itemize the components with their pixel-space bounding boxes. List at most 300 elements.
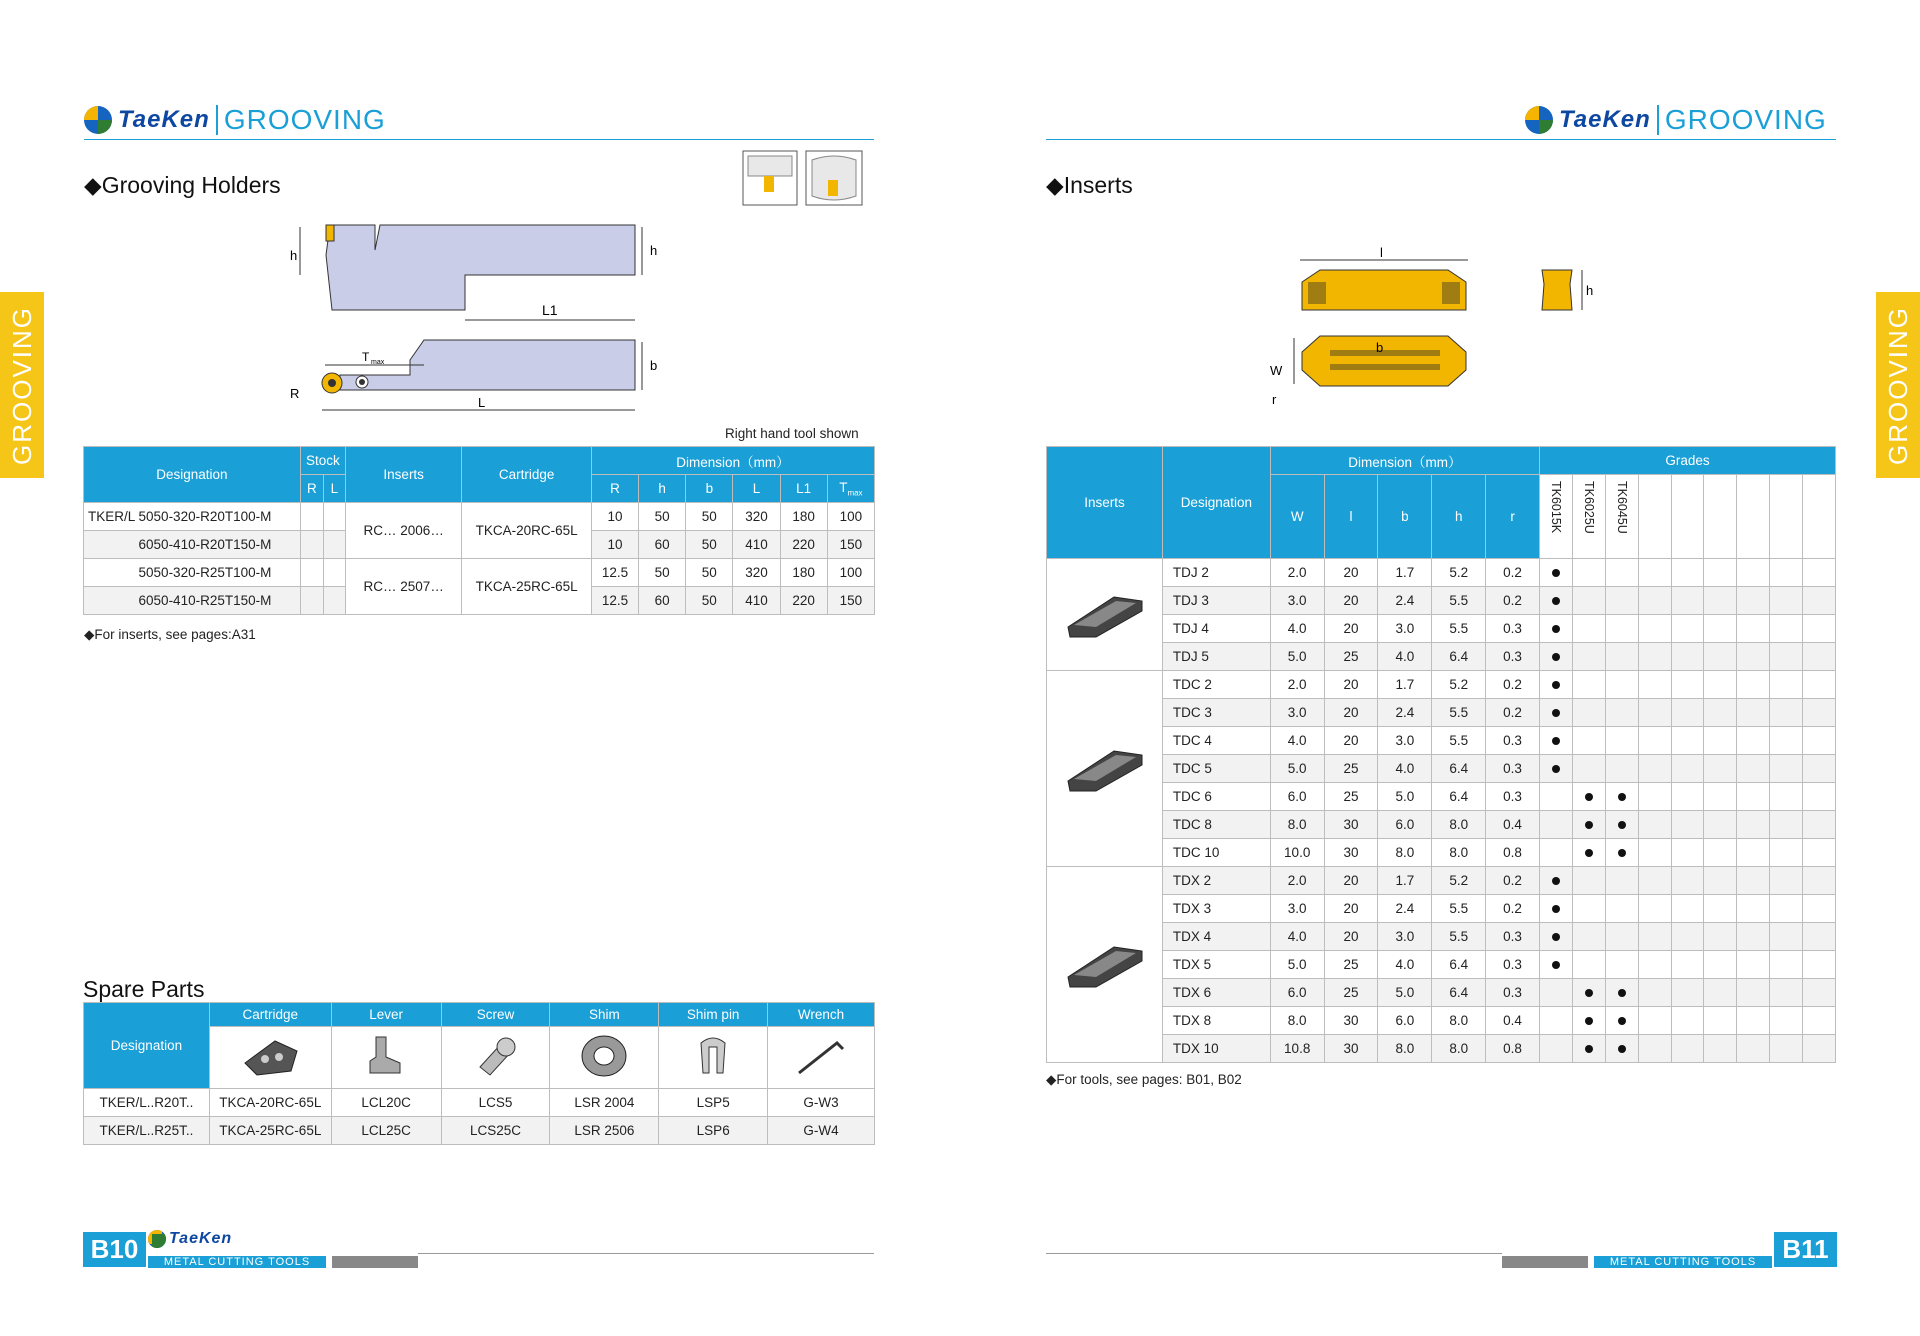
table-row — [1047, 867, 1836, 895]
dim-label-tmax: T — [362, 350, 370, 364]
grade-cell — [1605, 643, 1638, 671]
tools-note: ◆For tools, see pages: B01, B02 — [1046, 1072, 1242, 1087]
table-row — [1047, 615, 1836, 643]
dim-cell: 50 — [686, 503, 733, 531]
col-dim-L1: L1 — [780, 475, 827, 503]
insert-dim-cell: 3.0 — [1270, 587, 1324, 615]
insert-dim-cell: 0.3 — [1486, 615, 1540, 643]
insert-dim-cell: 4.0 — [1270, 615, 1324, 643]
grade-cell — [1803, 979, 1836, 1007]
grade-cell — [1671, 895, 1704, 923]
grade-cell — [1572, 727, 1605, 755]
ins-col-b: b — [1378, 475, 1432, 559]
grade-cell — [1737, 811, 1770, 839]
grade-cell — [1803, 587, 1836, 615]
shim-image — [550, 1027, 659, 1089]
availability-dot-icon — [1618, 1045, 1626, 1053]
grade-cell — [1770, 923, 1803, 951]
grade-cell — [1704, 615, 1737, 643]
grade-cell — [1605, 867, 1638, 895]
designation-code: 6050-410-R20T150-M — [138, 537, 272, 552]
insert-dim-cell: 0.3 — [1486, 783, 1540, 811]
insert-designation: TDX 8 — [1162, 1007, 1270, 1035]
grade-cell — [1572, 867, 1605, 895]
insert-dim-cell: 5.5 — [1432, 727, 1486, 755]
grade-cell — [1638, 755, 1671, 783]
col-stock-l: L — [323, 475, 345, 503]
insert-dim-cell: 20 — [1324, 587, 1378, 615]
insert-photo-tdx — [1056, 933, 1152, 993]
grade-cell — [1605, 699, 1638, 727]
grade-cell — [1572, 671, 1605, 699]
dim-cell: 180 — [780, 503, 827, 531]
grade-cell — [1803, 1035, 1836, 1063]
grade-cell — [1605, 1007, 1638, 1035]
holders-table — [83, 446, 875, 615]
insert-dim-cell: 1.7 — [1378, 559, 1432, 587]
grade-cell — [1572, 1007, 1605, 1035]
dim-label-h2: h — [650, 243, 658, 258]
grade-cell — [1671, 671, 1704, 699]
grade-cell — [1803, 923, 1836, 951]
grade-cell — [1671, 727, 1704, 755]
grade-name-2: TK6025U — [1581, 481, 1596, 534]
grade-cell — [1671, 783, 1704, 811]
col-dim-tmax-sub: max — [847, 488, 863, 498]
grade-cell — [1803, 1007, 1836, 1035]
col-dim-tmax-label: T — [839, 479, 848, 495]
availability-dot-icon — [1552, 597, 1560, 605]
brand-mark-icon — [84, 106, 112, 134]
table-row — [1047, 839, 1836, 867]
grade-cell — [1605, 587, 1638, 615]
insert-designation: TDJ 4 — [1162, 615, 1270, 643]
table-row — [84, 503, 875, 531]
grade-cell — [1770, 643, 1803, 671]
grade-cell — [1539, 867, 1572, 895]
dim-cell: 220 — [780, 531, 827, 559]
brand-logo-left — [84, 104, 386, 136]
grade-cell — [1704, 783, 1737, 811]
spare-col-lever: Lever — [331, 1003, 441, 1027]
footer-logo-left — [148, 1230, 232, 1248]
grade-cell — [1770, 783, 1803, 811]
inserts-note: ◆For inserts, see pages:A31 — [84, 627, 256, 642]
insert-designation: TDC 6 — [1162, 783, 1270, 811]
insert-dim-cell: 30 — [1324, 1007, 1378, 1035]
grade-col-empty — [1671, 475, 1704, 559]
grade-cell — [1770, 755, 1803, 783]
grade-cell — [1671, 559, 1704, 587]
grade-cell — [1572, 755, 1605, 783]
availability-dot-icon — [1552, 933, 1560, 941]
insert-dim-cell: 5.0 — [1378, 783, 1432, 811]
grade-cell — [1638, 895, 1671, 923]
grade-cell — [1572, 923, 1605, 951]
insert-dim-cell: 25 — [1324, 951, 1378, 979]
grade-cell — [1803, 643, 1836, 671]
dim-label-r: r — [1272, 392, 1277, 407]
page-number-right: B11 — [1774, 1232, 1837, 1267]
availability-dot-icon — [1552, 653, 1560, 661]
dim-cell: 50 — [686, 559, 733, 587]
grade-cell — [1539, 923, 1572, 951]
grade-cell — [1638, 923, 1671, 951]
dim-cell: 100 — [827, 559, 874, 587]
insert-dim-cell: 0.2 — [1486, 559, 1540, 587]
col-dim-h: h — [639, 475, 686, 503]
grade-cell — [1638, 867, 1671, 895]
cartridge-cell: TKCA-25RC-65L — [462, 559, 591, 615]
designation-cell — [84, 503, 301, 531]
grade-cell — [1539, 839, 1572, 867]
table-row — [1047, 811, 1836, 839]
spare-cell: LSR 2506 — [550, 1117, 659, 1145]
col-inserts: Inserts — [345, 447, 461, 503]
spare-cell: TKER/L..R25T.. — [84, 1117, 210, 1145]
grade-cell — [1539, 587, 1572, 615]
insert-dim-cell: 5.2 — [1432, 671, 1486, 699]
insert-dim-cell: 5.5 — [1432, 895, 1486, 923]
footer-rule-right — [1046, 1253, 1502, 1254]
ins-col-h: h — [1432, 475, 1486, 559]
dim-cell: 410 — [733, 531, 780, 559]
stock-r-cell — [300, 531, 323, 559]
grade-col-empty — [1638, 475, 1671, 559]
ins-col-W: W — [1270, 475, 1324, 559]
lever-image — [331, 1027, 441, 1089]
insert-designation: TDJ 5 — [1162, 643, 1270, 671]
insert-dim-cell: 5.2 — [1432, 867, 1486, 895]
availability-dot-icon — [1585, 849, 1593, 857]
insert-dim-cell: 4.0 — [1378, 643, 1432, 671]
insert-dim-cell: 10.0 — [1270, 839, 1324, 867]
side-tab-left — [0, 292, 44, 478]
insert-dim-cell: 0.3 — [1486, 755, 1540, 783]
dim-cell: 10 — [591, 503, 638, 531]
cartridge-image — [209, 1027, 331, 1089]
grade-cell — [1737, 587, 1770, 615]
header-rule-right — [1046, 139, 1836, 140]
availability-dot-icon — [1552, 877, 1560, 885]
grade-cell — [1572, 783, 1605, 811]
grade-cell — [1638, 559, 1671, 587]
dim-cell: 50 — [686, 587, 733, 615]
availability-dot-icon — [1618, 989, 1626, 997]
insert-designation: TDC 8 — [1162, 811, 1270, 839]
availability-dot-icon — [1618, 821, 1626, 829]
section-title-text: Grooving Holders — [101, 172, 281, 198]
grade-cell — [1704, 1035, 1737, 1063]
brand-mark-icon — [148, 1230, 166, 1248]
grade-cell — [1671, 979, 1704, 1007]
spare-cell: LSP5 — [659, 1089, 768, 1117]
insert-dim-cell: 0.8 — [1486, 839, 1540, 867]
grade-cell — [1704, 755, 1737, 783]
grade-cell — [1638, 643, 1671, 671]
grade-cell — [1539, 615, 1572, 643]
availability-dot-icon — [1618, 1017, 1626, 1025]
availability-dot-icon — [1618, 793, 1626, 801]
insert-designation: TDX 10 — [1162, 1035, 1270, 1063]
grade-cell — [1737, 839, 1770, 867]
spare-col-screw: Screw — [441, 1003, 550, 1027]
grade-cell — [1770, 699, 1803, 727]
insert-dim-cell: 2.0 — [1270, 559, 1324, 587]
table-row — [1047, 783, 1836, 811]
table-row — [1047, 979, 1836, 1007]
insert-dim-cell: 6.0 — [1378, 811, 1432, 839]
table-row — [1047, 727, 1836, 755]
designation-prefix: TKER/L — [88, 509, 135, 524]
dim-label-L: L — [478, 395, 486, 410]
grade-name-1: TK6015K — [1548, 481, 1563, 534]
dim-label-R: R — [290, 386, 300, 401]
insert-dim-cell: 6.4 — [1432, 979, 1486, 1007]
dim-cell: 12.5 — [591, 559, 638, 587]
brand-name-right: TaeKen — [1559, 106, 1651, 133]
designation-cell — [84, 531, 301, 559]
grade-cell — [1539, 1035, 1572, 1063]
grade-cell — [1638, 839, 1671, 867]
spare-col-shim: Shim — [550, 1003, 659, 1027]
insert-dim-cell: 0.2 — [1486, 587, 1540, 615]
grade-cell — [1572, 643, 1605, 671]
grade-cell — [1737, 923, 1770, 951]
side-tab-right — [1876, 292, 1920, 478]
stock-l-cell — [323, 559, 345, 587]
grade-cell — [1671, 1007, 1704, 1035]
grade-cell — [1605, 671, 1638, 699]
insert-dim-cell: 5.5 — [1432, 923, 1486, 951]
spare-cell: TKCA-20RC-65L — [209, 1089, 331, 1117]
category-title: GROOVING — [223, 104, 386, 135]
designation-cell — [84, 559, 301, 587]
table-row — [84, 559, 875, 587]
table-row — [1047, 923, 1836, 951]
insert-designation: TDJ 2 — [1162, 559, 1270, 587]
grade-cell — [1572, 811, 1605, 839]
inserts-table — [1046, 446, 1836, 1063]
grade-cell — [1803, 671, 1836, 699]
brand-name: TaeKen — [118, 106, 210, 133]
col-cartridge: Cartridge — [462, 447, 591, 503]
ins-col-dimension: Dimension（mm） — [1270, 447, 1539, 475]
insert-dim-cell: 2.4 — [1378, 699, 1432, 727]
footer-brand-name: TaeKen — [169, 1230, 233, 1247]
spare-cell: LCS25C — [441, 1117, 550, 1145]
grade-cell — [1671, 755, 1704, 783]
grade-col-1 — [1539, 475, 1572, 559]
col-dim-R: R — [591, 475, 638, 503]
col-dim-tmax — [827, 475, 874, 503]
insert-dim-cell: 8.0 — [1378, 839, 1432, 867]
grade-cell — [1605, 727, 1638, 755]
insert-dim-cell: 5.0 — [1270, 643, 1324, 671]
grade-cell — [1770, 811, 1803, 839]
insert-dim-cell: 5.0 — [1270, 755, 1324, 783]
insert-dim-cell: 0.3 — [1486, 979, 1540, 1007]
grade-cell — [1770, 587, 1803, 615]
dim-label-b: b — [650, 358, 658, 373]
grade-cell — [1803, 839, 1836, 867]
table-row — [1047, 1035, 1836, 1063]
grade-cell — [1770, 951, 1803, 979]
insert-dim-cell: 4.0 — [1270, 727, 1324, 755]
grade-cell — [1770, 559, 1803, 587]
grade-cell — [1737, 615, 1770, 643]
grade-cell — [1737, 951, 1770, 979]
insert-dim-cell: 2.4 — [1378, 587, 1432, 615]
spare-col-wrench: Wrench — [768, 1003, 875, 1027]
grade-cell — [1539, 783, 1572, 811]
footer-tag-right: METAL CUTTING TOOLS — [1594, 1256, 1772, 1268]
insert-dim-cell: 8.0 — [1432, 839, 1486, 867]
insert-dim-cell: 3.0 — [1378, 727, 1432, 755]
side-tab-label-right: GROOVING — [1882, 305, 1913, 465]
grade-cell — [1638, 783, 1671, 811]
insert-dim-cell: 20 — [1324, 727, 1378, 755]
grade-cell — [1704, 923, 1737, 951]
grade-col-empty — [1770, 475, 1803, 559]
grade-cell — [1803, 615, 1836, 643]
insert-diagram — [1260, 240, 1610, 410]
insert-dim-cell: 1.7 — [1378, 867, 1432, 895]
grade-cell — [1572, 979, 1605, 1007]
dim-cell: 100 — [827, 503, 874, 531]
insert-dim-cell: 0.2 — [1486, 867, 1540, 895]
col-dimension: Dimension（mm） — [591, 447, 874, 475]
insert-designation: TDJ 3 — [1162, 587, 1270, 615]
availability-dot-icon — [1552, 961, 1560, 969]
section-title-inserts-text: Inserts — [1063, 172, 1133, 198]
insert-dim-cell: 8.0 — [1432, 811, 1486, 839]
grade-cell — [1770, 867, 1803, 895]
insert-dim-cell: 6.4 — [1432, 951, 1486, 979]
dim-cell: 320 — [733, 503, 780, 531]
grade-cell — [1803, 783, 1836, 811]
dim-cell: 50 — [639, 503, 686, 531]
grade-cell — [1704, 587, 1737, 615]
grade-cell — [1671, 867, 1704, 895]
grade-cell — [1671, 615, 1704, 643]
spare-cell: G-W4 — [768, 1117, 875, 1145]
spare-parts-table — [83, 1002, 875, 1145]
grade-cell — [1803, 895, 1836, 923]
insert-dim-cell: 0.2 — [1486, 895, 1540, 923]
grade-cell — [1605, 923, 1638, 951]
dim-cell: 220 — [780, 587, 827, 615]
insert-dim-cell: 10.8 — [1270, 1035, 1324, 1063]
footer-grey-bar-left — [332, 1256, 418, 1268]
insert-dim-cell: 8.0 — [1432, 1007, 1486, 1035]
grade-cell — [1638, 699, 1671, 727]
table-row — [84, 1117, 875, 1145]
header-rule-left — [84, 139, 874, 140]
table-row — [1047, 587, 1836, 615]
dim-label-h1: h — [290, 248, 298, 263]
grade-cell — [1605, 895, 1638, 923]
grade-cell — [1737, 643, 1770, 671]
ins-col-designation: Designation — [1162, 447, 1270, 559]
section-title-holders: ◆Grooving Holders — [84, 172, 281, 198]
stock-r-cell — [300, 503, 323, 531]
insert-dim-cell: 0.3 — [1486, 727, 1540, 755]
table-row — [1047, 671, 1836, 699]
footer-grey-bar-right — [1502, 1256, 1588, 1268]
grade-cell — [1605, 839, 1638, 867]
grade-cell — [1737, 559, 1770, 587]
grade-cell — [1770, 671, 1803, 699]
spare-col-designation: Designation — [84, 1003, 210, 1089]
grade-cell — [1572, 1035, 1605, 1063]
grade-cell — [1737, 867, 1770, 895]
grade-cell — [1704, 895, 1737, 923]
insert-designation: TDC 4 — [1162, 727, 1270, 755]
grade-cell — [1770, 1035, 1803, 1063]
insert-dim-cell: 8.0 — [1378, 1035, 1432, 1063]
grade-cell — [1572, 951, 1605, 979]
brand-mark-icon — [1525, 106, 1553, 134]
grade-cell — [1605, 811, 1638, 839]
dim-cell: 60 — [639, 587, 686, 615]
grade-cell — [1737, 755, 1770, 783]
inserts-cell: RC… 2006… — [345, 503, 461, 559]
insert-designation: TDX 5 — [1162, 951, 1270, 979]
availability-dot-icon — [1618, 849, 1626, 857]
dim-cell: 50 — [639, 559, 686, 587]
grade-cell — [1671, 699, 1704, 727]
grade-cell — [1539, 727, 1572, 755]
grade-cell — [1671, 811, 1704, 839]
grade-cell — [1704, 1007, 1737, 1035]
grade-cell — [1539, 895, 1572, 923]
dim-label-tmax-sub: max — [371, 359, 385, 366]
insert-dim-cell: 3.0 — [1378, 615, 1432, 643]
insert-dim-cell: 25 — [1324, 783, 1378, 811]
stock-l-cell — [323, 587, 345, 615]
insert-photo-tdc — [1056, 737, 1152, 797]
insert-designation: TDX 6 — [1162, 979, 1270, 1007]
insert-dim-cell: 6.0 — [1270, 783, 1324, 811]
spare-cell: LSP6 — [659, 1117, 768, 1145]
insert-dim-cell: 0.3 — [1486, 923, 1540, 951]
grade-cell — [1704, 671, 1737, 699]
grade-cell — [1638, 979, 1671, 1007]
availability-dot-icon — [1552, 709, 1560, 717]
wrench-image — [768, 1027, 875, 1089]
insert-dim-cell: 0.4 — [1486, 811, 1540, 839]
insert-dim-cell: 5.5 — [1432, 615, 1486, 643]
dim-label-l: l — [1380, 245, 1383, 260]
grade-cell — [1803, 559, 1836, 587]
grade-cell — [1737, 783, 1770, 811]
availability-dot-icon — [1552, 625, 1560, 633]
insert-designation: TDX 2 — [1162, 867, 1270, 895]
stock-l-cell — [323, 503, 345, 531]
insert-dim-cell: 0.3 — [1486, 643, 1540, 671]
dim-cell: 320 — [733, 559, 780, 587]
grade-cell — [1539, 755, 1572, 783]
insert-dim-cell: 6.0 — [1270, 979, 1324, 1007]
dim-cell: 180 — [780, 559, 827, 587]
insert-dim-cell: 2.4 — [1378, 895, 1432, 923]
insert-dim-cell: 4.0 — [1378, 755, 1432, 783]
insert-dim-cell: 20 — [1324, 671, 1378, 699]
insert-image-cell — [1047, 559, 1163, 671]
right-hand-note: Right hand tool shown — [725, 426, 859, 441]
grade-cell — [1605, 783, 1638, 811]
